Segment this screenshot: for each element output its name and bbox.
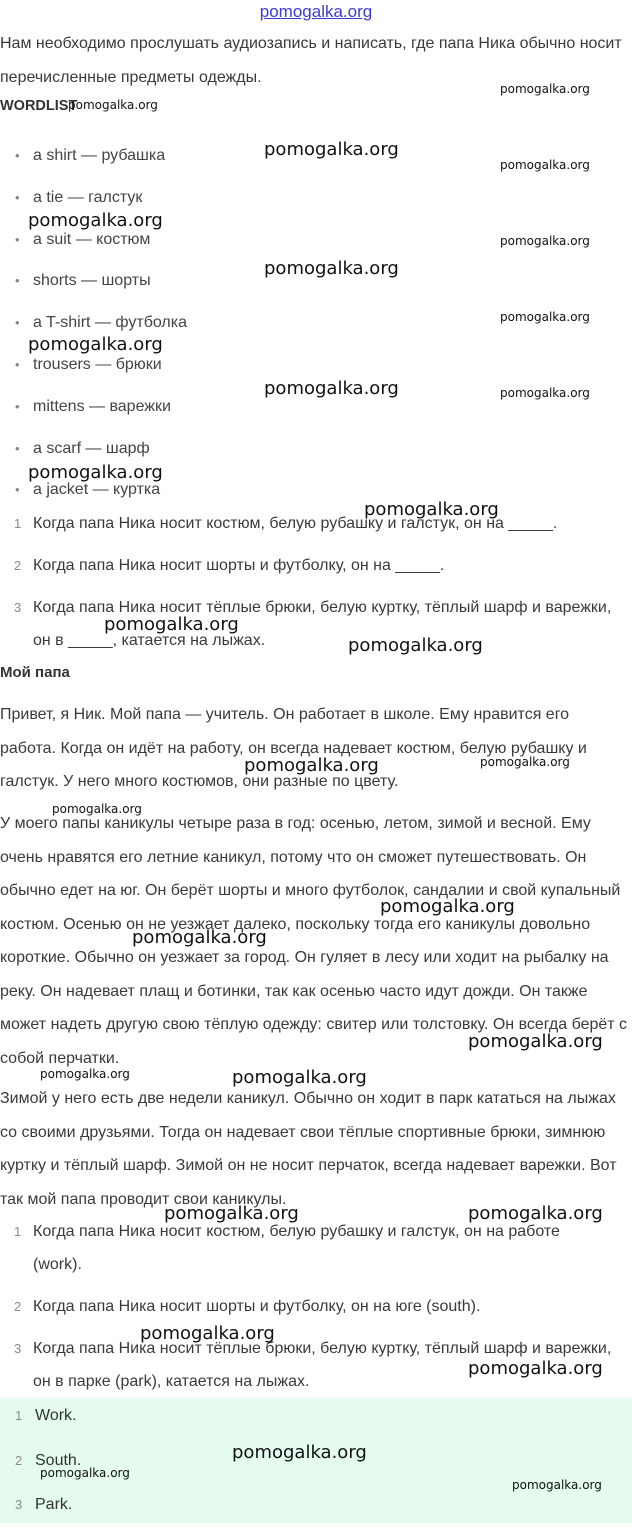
question-list	[0, 507, 632, 657]
story-title: Мой папа	[0, 664, 70, 681]
question-text: Когда папа Ника носит тёплые брюки, белую куртку, тёплый шарф и варежки, он в _____, катается на лыжах.	[33, 599, 612, 649]
watermark: pomogalka.org	[364, 499, 499, 520]
question-text: Когда папа Ника носит костюм, белую рубашку и галстук, он на _____.	[33, 515, 558, 532]
watermark: pomogalka.org	[28, 462, 163, 483]
watermark: pomogalka.org	[68, 98, 158, 112]
watermark: pomogalka.org	[264, 378, 399, 399]
watermark: pomogalka.org	[512, 1478, 602, 1492]
watermark: pomogalka.org	[468, 1203, 603, 1224]
question-text: Когда папа Ника носит шорты и футболку, он на _____.	[33, 557, 445, 574]
watermark: pomogalka.org	[468, 1358, 603, 1379]
item-number: 3	[14, 1341, 22, 1356]
watermark: pomogalka.org	[500, 158, 590, 172]
watermark: pomogalka.org	[380, 896, 515, 917]
list-item: • a suit — костюм	[0, 224, 187, 266]
question-item	[0, 591, 632, 657]
item-number: 3	[15, 1497, 23, 1512]
item-number: 1	[14, 1224, 22, 1239]
watermark: pomogalka.org	[140, 1323, 275, 1344]
item-number: 3	[14, 600, 22, 615]
watermark: pomogalka.org	[500, 234, 590, 248]
question-item	[0, 549, 632, 582]
question-item	[0, 507, 632, 540]
list-item: • trousers — брюки	[0, 349, 187, 391]
word-list	[0, 140, 187, 516]
list-item: • a jacket — куртка	[0, 474, 187, 516]
answer-text: South.	[35, 1451, 82, 1469]
list-item: • a scarf — шарф	[0, 433, 187, 475]
list-item: • shorts — шорты	[0, 265, 187, 307]
question-text: Когда папа Ника носит тёплые брюки, белую куртку, тёплый шарф и варежки, он в парке (park), катается на лыжах.	[33, 1340, 612, 1390]
watermark: pomogalka.org	[132, 927, 267, 948]
watermark: pomogalka.org	[244, 755, 379, 776]
item-number: 2	[14, 558, 22, 573]
item-number: 2	[15, 1452, 23, 1468]
watermark: pomogalka.org	[28, 210, 163, 231]
watermark: pomogalka.org	[164, 1203, 299, 1224]
watermark: pomogalka.org	[480, 755, 570, 769]
watermark: pomogalka.org	[232, 1442, 367, 1463]
item-number: 1	[14, 516, 22, 531]
answer-item	[0, 1398, 632, 1443]
watermark: pomogalka.org	[500, 386, 590, 400]
watermark: pomogalka.org	[500, 82, 590, 96]
answer-text: Park.	[35, 1496, 73, 1513]
item-number: 1	[15, 1408, 23, 1423]
watermark: pomogalka.org	[468, 1031, 603, 1052]
watermark: pomogalka.org	[40, 1466, 130, 1480]
story-paragraph: У моего папы каникулы четыре раза в год: осенью, летом, зимой и весной. Ему очень нравятся его летние каникул, потому что он сможет путешествовать. Он обычно едет на юг. Он берёт шорты и много футболок, сандалии и свой купальный костюм. Осенью он не уезжает далеко, поскольку тогда его каникулы довольно короткие. Обычно он уезжает за город. Он гуляет в лесу или ходит на рыбалку на реку. Он надевает плащ и ботинки, так как осенью часто идут дожди. Он также может надеть другую свою тёплую одежду: свитер или толстовку. Он всегда берёт с собой перчатки.	[0, 815, 628, 1067]
list-item: • a shirt — рубашка	[0, 140, 187, 182]
watermark: pomogalka.org	[104, 614, 239, 635]
list-item: • a tie — галстук	[0, 182, 187, 224]
watermark: pomogalka.org	[264, 258, 399, 279]
watermark: pomogalka.org	[264, 139, 399, 160]
watermark: pomogalka.org	[28, 334, 163, 355]
item-number: 2	[14, 1299, 22, 1314]
question-text: Когда папа Ника носит костюм, белую рубашку и галстук, он на работе (work).	[33, 1223, 560, 1273]
answer-list	[0, 1398, 632, 1532]
watermark: pomogalka.org	[232, 1067, 367, 1088]
question-text: Когда папа Ника носит шорты и футболку, он на юге (south).	[33, 1298, 481, 1315]
watermark: pomogalka.org	[40, 1067, 130, 1081]
story-paragraph: Привет, я Ник. Мой папа — учитель. Он работает в школе. Ему нравится его работа. Когда он идёт на работу, он всегда надевает костюм, белую рубашку и галстук. У него много костюмов, они разные по цвету.	[0, 706, 587, 790]
watermark: pomogalka.org	[52, 802, 142, 816]
question-item	[0, 1290, 632, 1323]
list-item: • a T-shirt — футболка	[0, 307, 187, 349]
watermark: pomogalka.org	[500, 310, 590, 324]
question-item	[0, 1215, 632, 1281]
answer-item	[0, 1487, 632, 1532]
answer-text: Work.	[35, 1407, 77, 1424]
task-intro: Нам необходимо прослушать аудиозапись и написать, где папа Ника обычно носит перечисленные предметы одежды.	[0, 35, 622, 86]
wordlist-heading: WORDLIST	[0, 98, 78, 114]
story-paragraph: Зимой у него есть две недели каникул. Обычно он ходит в парк кататься на лыжах со своими друзьями. Тогда он надевает свои тёплые спортивные брюки, зимнюю куртку и тёплый шарф. Зимой он не носит перчаток, всегда надевает варежки. Вот так мой папа проводит свои каникулы.	[0, 1090, 617, 1208]
watermark: pomogalka.org	[348, 635, 483, 656]
site-link[interactable]: pomogalka.org	[259, 2, 373, 21]
list-item: • mittens — варежки	[0, 391, 187, 433]
